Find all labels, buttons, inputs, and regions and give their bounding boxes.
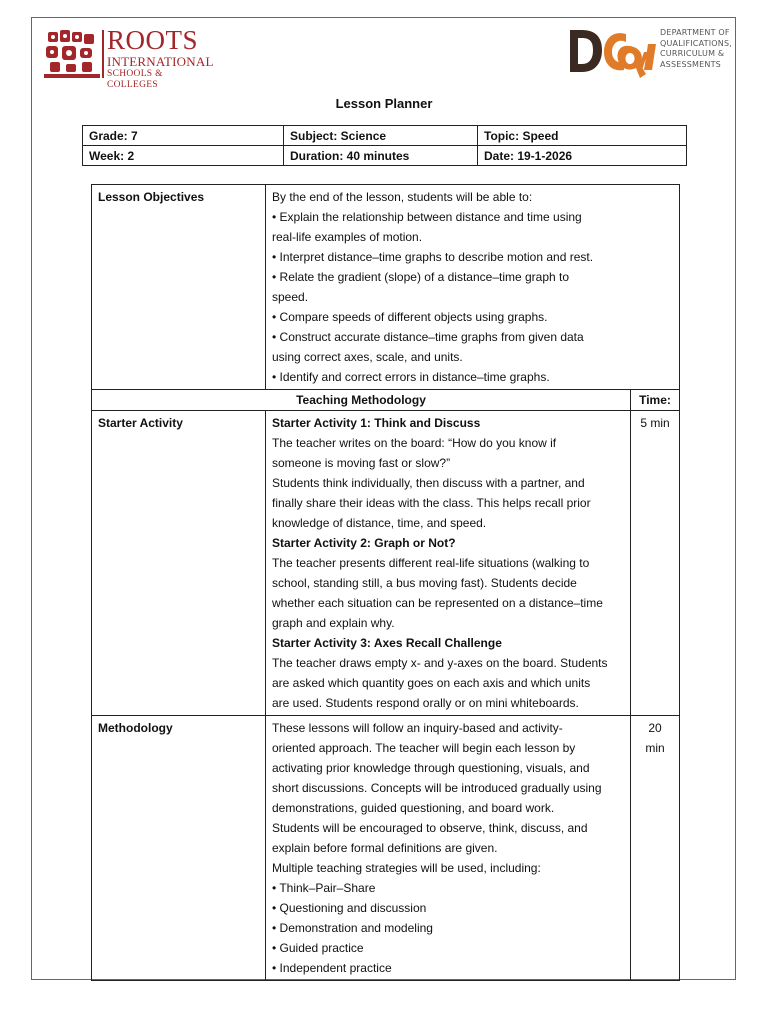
dcqa-line: ASSESSMENTS: [660, 59, 721, 69]
roots-subtitle-2: SCHOOLS & COLLEGES: [107, 69, 163, 90]
objective-line: using correct axes, scale, and units.: [272, 350, 463, 364]
starter-time: 5 min: [631, 411, 680, 716]
document-title: Lesson Planner: [335, 96, 433, 111]
methodology-row: [92, 716, 680, 981]
objective-line: • Identify and correct errors in distance–time graphs.: [272, 370, 550, 384]
dcqa-mark-icon: [568, 26, 658, 82]
methodology-line: demonstrations, guided questioning, and board work.: [272, 801, 555, 815]
date-cell: Date: 19-1-2026: [478, 146, 687, 166]
methodology-line: explain before formal definitions are given.: [272, 841, 498, 855]
methodology-line: • Questioning and discussion: [272, 901, 427, 915]
starter-heading: Starter Activity 3: Axes Recall Challenge: [272, 636, 502, 650]
methodology-line: • Think–Pair–Share: [272, 881, 376, 895]
starter-line: are asked which quantity goes on each axis and which units: [272, 676, 591, 690]
topic-cell: Topic: Speed: [478, 126, 687, 146]
starter-line: knowledge of distance, time, and speed.: [272, 516, 487, 530]
dcqa-line: DEPARTMENT OF: [660, 28, 730, 37]
objective-line: • Relate the gradient (slope) of a distance–time graph to: [272, 270, 570, 284]
time-heading: Time:: [631, 390, 680, 411]
duration-cell: Duration: 40 minutes: [284, 146, 478, 166]
objectives-label: Lesson Objectives: [92, 185, 266, 390]
objective-line: By the end of the lesson, students will be able to:: [272, 190, 533, 204]
objectives-row: [92, 185, 680, 390]
dcqa-logo: [568, 26, 732, 84]
methodology-line: • Demonstration and modeling: [272, 921, 433, 935]
subject-cell: Subject: Science: [284, 126, 478, 146]
methodology-time-unit: min: [645, 741, 665, 755]
objective-line: • Construct accurate distance–time graphs from given data: [272, 330, 584, 344]
lesson-info-table: [82, 125, 687, 166]
methodology-line: oriented approach. The teacher will begin each lesson by: [272, 741, 576, 755]
starter-line: school, standing still, a bus moving fast). Students decide: [272, 576, 577, 590]
lesson-plan-table: [91, 184, 680, 981]
objective-line: • Compare speeds of different objects using graphs.: [272, 310, 548, 324]
roots-emblem-icon: [44, 28, 100, 80]
roots-logo: [44, 25, 214, 90]
starter-line: finally share their ideas with the class. This helps recall prior: [272, 496, 591, 510]
starter-line: someone is moving fast or slow?”: [272, 456, 451, 470]
methodology-line: Students will be encouraged to observe, think, discuss, and: [272, 821, 588, 835]
roots-name: ROOTS: [107, 25, 199, 55]
methodology-line: activating prior knowledge through questioning, visuals, and: [272, 761, 590, 775]
methodology-header-row: [92, 390, 680, 411]
methodology-time: [631, 716, 680, 981]
starter-line: graph and explain why.: [272, 616, 395, 630]
roots-subtitle-1: INTERNATIONAL: [107, 54, 214, 69]
starter-line: The teacher writes on the board: “How do you know if: [272, 436, 557, 450]
methodology-line: • Guided practice: [272, 941, 364, 955]
dcqa-department-text: [660, 28, 732, 70]
teaching-methodology-heading: Teaching Methodology: [92, 390, 631, 411]
methodology-line: These lessons will follow an inquiry-based and activity-: [272, 721, 563, 735]
objective-line: • Explain the relationship between distance and time using: [272, 210, 582, 224]
grade-cell: Grade: 7: [83, 126, 284, 146]
objectives-content: [266, 185, 680, 390]
starter-row: [92, 411, 680, 716]
starter-line: The teacher draws empty x- and y-axes on the board. Students: [272, 656, 608, 670]
objective-line: • Interpret distance–time graphs to describe motion and rest.: [272, 250, 594, 264]
starter-line: Students think individually, then discuss with a partner, and: [272, 476, 585, 490]
objective-line: real-life examples of motion.: [272, 230, 423, 244]
methodology-line: • Independent practice: [272, 961, 392, 975]
starter-line: The teacher presents different real-life situations (walking to: [272, 556, 590, 570]
methodology-line: short discussions. Concepts will be introduced gradually using: [272, 781, 602, 795]
starter-label: Starter Activity: [92, 411, 266, 716]
dcqa-line: CURRICULUM &: [660, 49, 725, 58]
objective-line: speed.: [272, 290, 309, 304]
starter-line: are used. Students respond orally or on mini whiteboards.: [272, 696, 579, 710]
methodology-content: [266, 716, 631, 981]
starter-line: whether each situation can be represented on a distance–time: [272, 596, 603, 610]
methodology-line: Multiple teaching strategies will be used, including:: [272, 861, 541, 875]
starter-heading: Starter Activity 2: Graph or Not?: [272, 536, 456, 550]
starter-heading: Starter Activity 1: Think and Discuss: [272, 416, 481, 430]
methodology-label: Methodology: [92, 716, 266, 981]
starter-content: [266, 411, 631, 716]
roots-divider: [102, 30, 104, 78]
dcqa-line: QUALIFICATIONS,: [660, 38, 732, 48]
methodology-time-value: 20: [648, 721, 662, 735]
week-cell: Week: 2: [83, 146, 284, 166]
